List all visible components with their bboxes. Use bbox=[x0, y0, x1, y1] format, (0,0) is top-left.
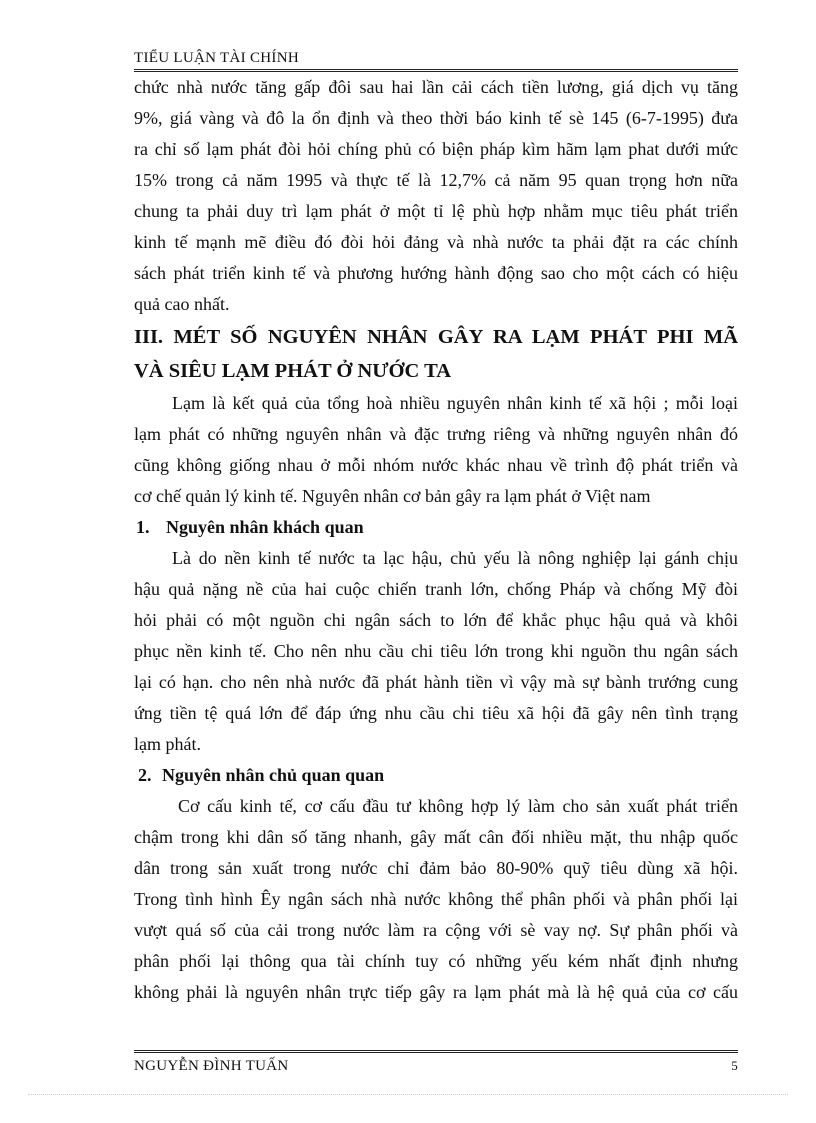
section-title-line: VÀ SIÊU LẠM PHÁT Ở NƯỚC TA bbox=[134, 360, 452, 382]
subsection-1-body bbox=[134, 543, 738, 760]
text-line: ứng tiền tệ quá lớn để đáp ứng nhu cầu chi tiêu xã hội đã gây nên tình trạng bbox=[134, 703, 738, 723]
footer-divider bbox=[134, 1050, 738, 1053]
subsection-number: 2. bbox=[138, 765, 152, 785]
text-line: lại có hạn. cho nên nhà nước đã phát hành tiền vì vậy mà sự bành trướng cung bbox=[134, 672, 738, 692]
page-number: 5 bbox=[731, 1058, 738, 1073]
text-line: phân phối lại thông qua tài chính tuy có những yếu kém nhất định nhưng bbox=[134, 951, 738, 971]
subsection-1-heading bbox=[134, 512, 738, 543]
text-line: Cơ cấu kinh tế, cơ cấu đầu tư không hợp lý làm cho sản xuất phát triển bbox=[178, 796, 738, 816]
document-body bbox=[134, 72, 738, 1008]
subsection-2-body bbox=[134, 791, 738, 1008]
text-line: dân trong sản xuất trong nước chỉ đảm bảo 80-90% quỹ tiêu dùng xã hội. bbox=[134, 858, 738, 878]
section-title-line: III. MÉT SỐ NGUYÊN NHÂN GÂY RA LẠM PHÁT PHI MÃ bbox=[134, 326, 738, 348]
text-line: Là do nền kinh tế nước ta lạc hậu, chủ yếu là nông nghiệp lại gánh chịu bbox=[172, 548, 738, 568]
text-line: 9%, giá vàng và đô la ổn định và theo thời báo kinh tế sè 145 (6-7-1995) đưa bbox=[134, 108, 738, 128]
paragraph-continued bbox=[134, 72, 738, 320]
subsection-title: Nguyên nhân khách quan bbox=[166, 517, 364, 537]
text-line: không phải là nguyên nhân trực tiếp gây ra lạm phát mà là hệ quả của cơ cấu bbox=[134, 982, 738, 1002]
text-line: Lạm là kết quả của tổng hoà nhiều nguyên nhân kinh tế xã hội ; mỗi loại bbox=[172, 393, 738, 413]
page-bottom-divider bbox=[28, 1094, 788, 1095]
text-line: ra chỉ số lạm phát đòi hỏi chíng phủ có biện pháp kìm hãm lạm phat dưới mức bbox=[134, 139, 738, 159]
subsection-2-heading bbox=[134, 760, 738, 791]
section-3-heading bbox=[134, 320, 738, 388]
text-line: quả cao nhất. bbox=[134, 294, 230, 314]
header-title: TIỂU LUẬN TÀI CHÍNH bbox=[134, 50, 299, 66]
text-line: Trong tình hình Êy ngân sách nhà nước không thể phân phối và phân phối lại bbox=[134, 889, 738, 909]
text-line: chức nhà nước tăng gấp đôi sau hai lần cải cách tiền lương, giá dịch vụ tăng bbox=[134, 77, 738, 97]
page-header bbox=[134, 48, 738, 72]
page-footer bbox=[134, 1057, 738, 1075]
text-line: cũng không giống nhau ở mỗi nhóm nước khác nhau về trình độ phát triển và bbox=[134, 455, 738, 475]
section-3-intro bbox=[134, 388, 738, 512]
text-line: hỏi phải có một nguồn chi ngân sách to lớn để khắc phục hậu quả và khôi bbox=[134, 610, 738, 630]
text-line: lạm phát. bbox=[134, 734, 201, 754]
footer-author: NGUYỄN ĐÌNH TUẤN bbox=[134, 1058, 289, 1074]
text-line: hậu quả nặng nề của hai cuộc chiến tranh lớn, chống Pháp và chống Mỹ đòi bbox=[134, 579, 738, 599]
subsection-number: 1. bbox=[136, 517, 150, 537]
text-line: chung ta phải duy trì lạm phát ở một tỉ lệ phù hợp nhằm mục tiêu phát triển bbox=[134, 201, 738, 221]
text-line: phục nền kinh tế. Cho nên nhu cầu chi tiêu lớn trong khi nguồn thu ngân sách bbox=[134, 641, 738, 661]
text-line: cơ chế quản lý kinh tế. Nguyên nhân cơ bản gây ra lạm phát ở Việt nam bbox=[134, 486, 651, 506]
text-line: 15% trong cả năm 1995 và thực tế là 12,7% cả năm 95 quan trọng hơn nữa bbox=[134, 170, 738, 190]
text-line: chậm trong khi dân số tăng nhanh, gây mất cân đối nhiều mặt, thu nhập quốc bbox=[134, 827, 738, 847]
text-line: vượt quá số của cải trong nước làm ra cộng với sè vay nợ. Sự phân phối và bbox=[134, 920, 738, 940]
text-line: lạm phát có những nguyên nhân và đặc trưng riêng và những nguyên nhân đó bbox=[134, 424, 738, 444]
subsection-title: Nguyên nhân chủ quan quan bbox=[162, 765, 385, 785]
text-line: sách phát triển kinh tế và phương hướng hành động sao cho một cách có hiệu bbox=[134, 263, 738, 283]
text-line: kinh tế mạnh mẽ điều đó đòi hỏi đảng và nhà nước ta phải đặt ra các chính bbox=[134, 232, 738, 252]
